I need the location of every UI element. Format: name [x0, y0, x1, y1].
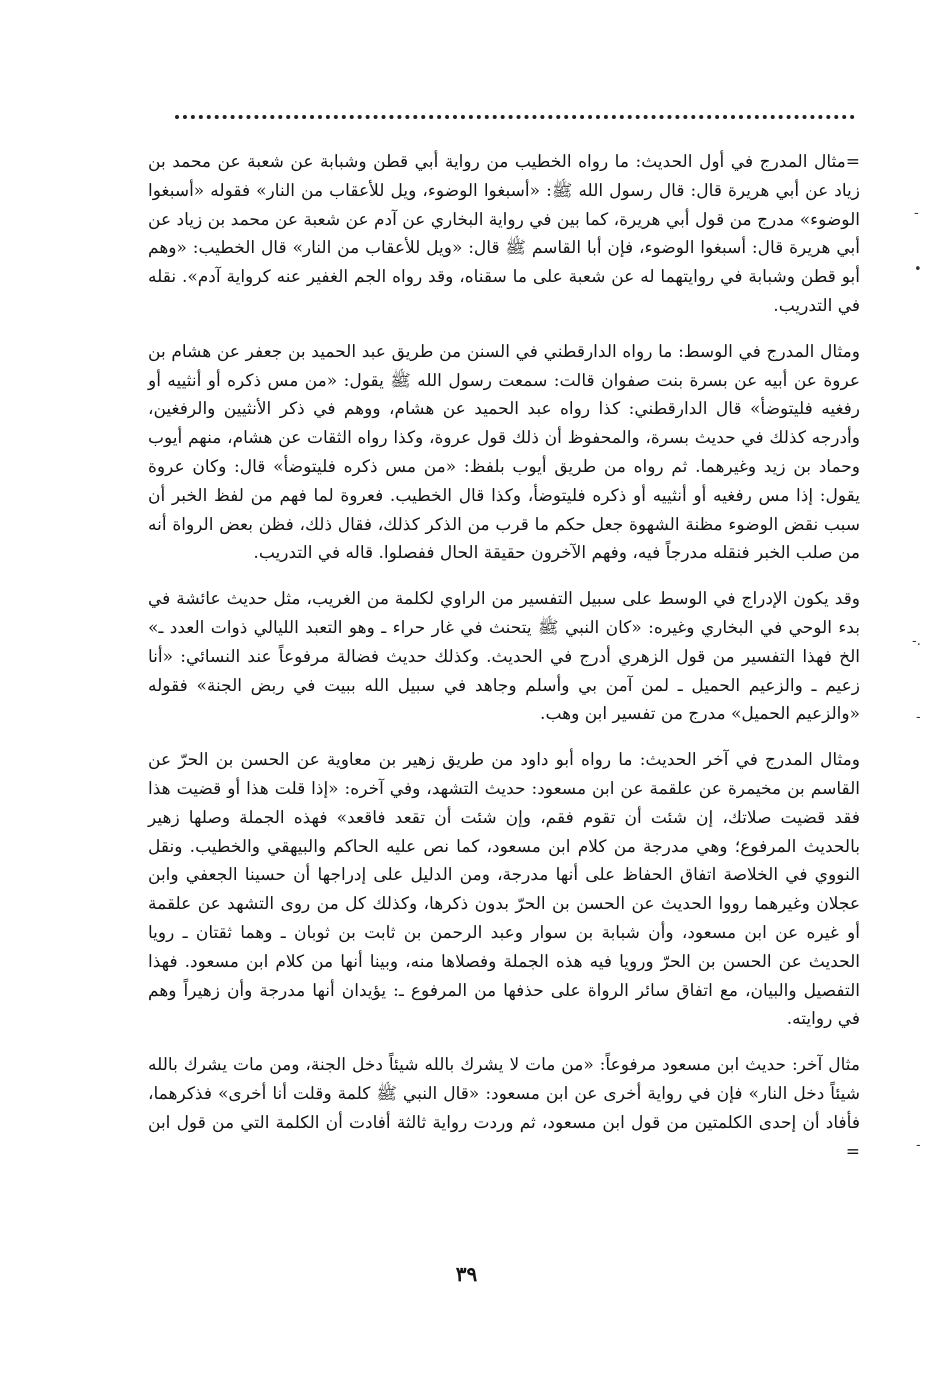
paragraph-middle-insertion: ومثال المدرج في الوسط: ما رواه الدارقطني في السنن من طريق عبد الحميد بن جعفر عن هشام بن عروة عن أبيه عن بسرة بنت صفوان قالت: سمعت رسول الله ﷺ يقول: «من مس ذكره أو أنثييه أو رفغيه فليتوضأ» قال الدارقطني: كذا رواه عبد الحميد عن هشام، ووهم في ذكر الأنثيين والرفغين، وأدرجه كذلك في حديث بسرة، والمحفوظ أن ذلك قول عروة، وكذا رواه الثقات عن هشام، منهم أيوب وحماد بن زيد وغيرهما. ثم رواه من طريق أيوب بلفظ: «من مس ذكره فليتوضأ» قال: وكان عروة يقول: إذا مس رفغيه أو أنثييه أو ذكره فليتوضأ، وكذا قال الخطيب. فعروة لما فهم من لفظ الخبر أن سبب نقض الوضوء مظنة الشهوة جعل حكم ما قرب من الذكر كذلك، فقال ذلك، فظن بعض الرواة أنه من صلب الخبر فنقله مدرجاً فيه، وفهم الآخرون حقيقة الحال ففصلوا. قاله في التدريب.: [148, 341, 860, 564]
margin-mark: -.: [912, 634, 921, 649]
page-body: [148, 148, 860, 1183]
margin-mark: •: [914, 262, 922, 277]
paragraph-explanatory-insertion: وقد يكون الإدراج في الوسط على سبيل التفسير من الراوي لكلمة من الغريب، مثل حديث عائشة في بدء الوحي في البخاري وغيره: «كان النبي ﷺ يتحنث في غار حراء ـ وهو التعبد الليالي ذوات العدد ـ» الخ فهذا التفسير من قول الزهري أدرج في الحديث. وكذلك حديث فضالة مرفوعاً عند النسائي: «أنا زعيم ـ والزعيم الحميل ـ لمن آمن بي وأسلم وجاهد في سبيل الله ببيت في ربض الجنة» فقوله «والزعيم الحميل» مدرج من تفسير ابن وهب.: [148, 589, 860, 725]
margin-mark: -: [916, 1138, 921, 1153]
dotted-separator: [175, 115, 855, 119]
margin-mark: -: [914, 206, 919, 221]
paragraph-another-example: مثال آخر: حديث ابن مسعود مرفوعاً: «من مات لا يشرك بالله شيئاً دخل الجنة، ومن مات يشرك بالله شيئاً دخل النار» فإن في رواية أخرى عن ابن مسعود: «قال النبي ﷺ كلمة وقلت أنا أخرى» فذكرهما، فأفاد أن إحدى الكلمتين من قول ابن مسعود، ثم وردت رواية ثالثة أفادت أن الكلمة التي من قول ابن =: [148, 1055, 860, 1162]
paragraph-end-insertion: ومثال المدرج في آخر الحديث: ما رواه أبو داود من طريق زهير بن معاوية عن الحسن بن الحرّ عن القاسم بن مخيمرة عن علقمة عن ابن مسعود: حديث التشهد، وفي آخره: «إذا قلت هذا أو قضيت هذا فقد قضيت صلاتك، إن شئت أن تقوم فقم، وإن شئت أن تقعد فاقعد» فهذه الجملة وصلها زهير بالحديث المرفوع؛ وهي مدرجة من كلام ابن مسعود، كما نص عليه الحاكم والبيهقي والخطيب. ونقل النووي في الخلاصة اتفاق الحفاظ على أنها مدرجة، ومن الدليل على إدراجها أن حسينا الجعفي وابن عجلان وغيرهما رووا الحديث عن الحسن بن الحرّ بدون ذكرها، وكذلك كل من روى التشهد عن علقمة أو غيره عن ابن مسعود، وأن شبابة بن سوار وعبد الرحمن بن ثابت بن ثوبان ـ وهما ثقتان ـ رويا الحديث عن الحسن بن الحرّ ورويا فيه هذه الجملة وفصلاها منه، وبينا أنها من كلام ابن مسعود. فهذا التفصيل والبيان، مع اتفاق سائر الرواة على حذفها من المرفوع ـ: يؤيدان أنها مدرجة وأن زهيراً وهم في روايته.: [148, 750, 860, 1030]
margin-mark: -: [916, 710, 921, 725]
paragraph-beginning-insertion: =مثال المدرج في أول الحديث: ما رواه الخطيب من رواية أبي قطن وشبابة عن شعبة عن محمد بن زياد عن أبي هريرة قال: قال رسول الله ﷺ: «أسبغوا الوضوء، ويل للأعقاب من النار» فقوله «أسبغوا الوضوء» مدرج من قول أبي هريرة، كما بين في رواية البخاري عن آدم عن شعبة عن محمد بن زياد عن أبي هريرة قال: أسبغوا الوضوء، فإن أبا القاسم ﷺ قال: «ويل للأعقاب من النار» قال الخطيب: «وهم أبو قطن وشبابة في روايتهما له عن شعبة على ما سقناه، وقد رواه الجم الغفير عنه كرواية آدم». نقله في التدريب.: [148, 152, 860, 316]
page-number: ٣٩: [455, 1262, 478, 1286]
